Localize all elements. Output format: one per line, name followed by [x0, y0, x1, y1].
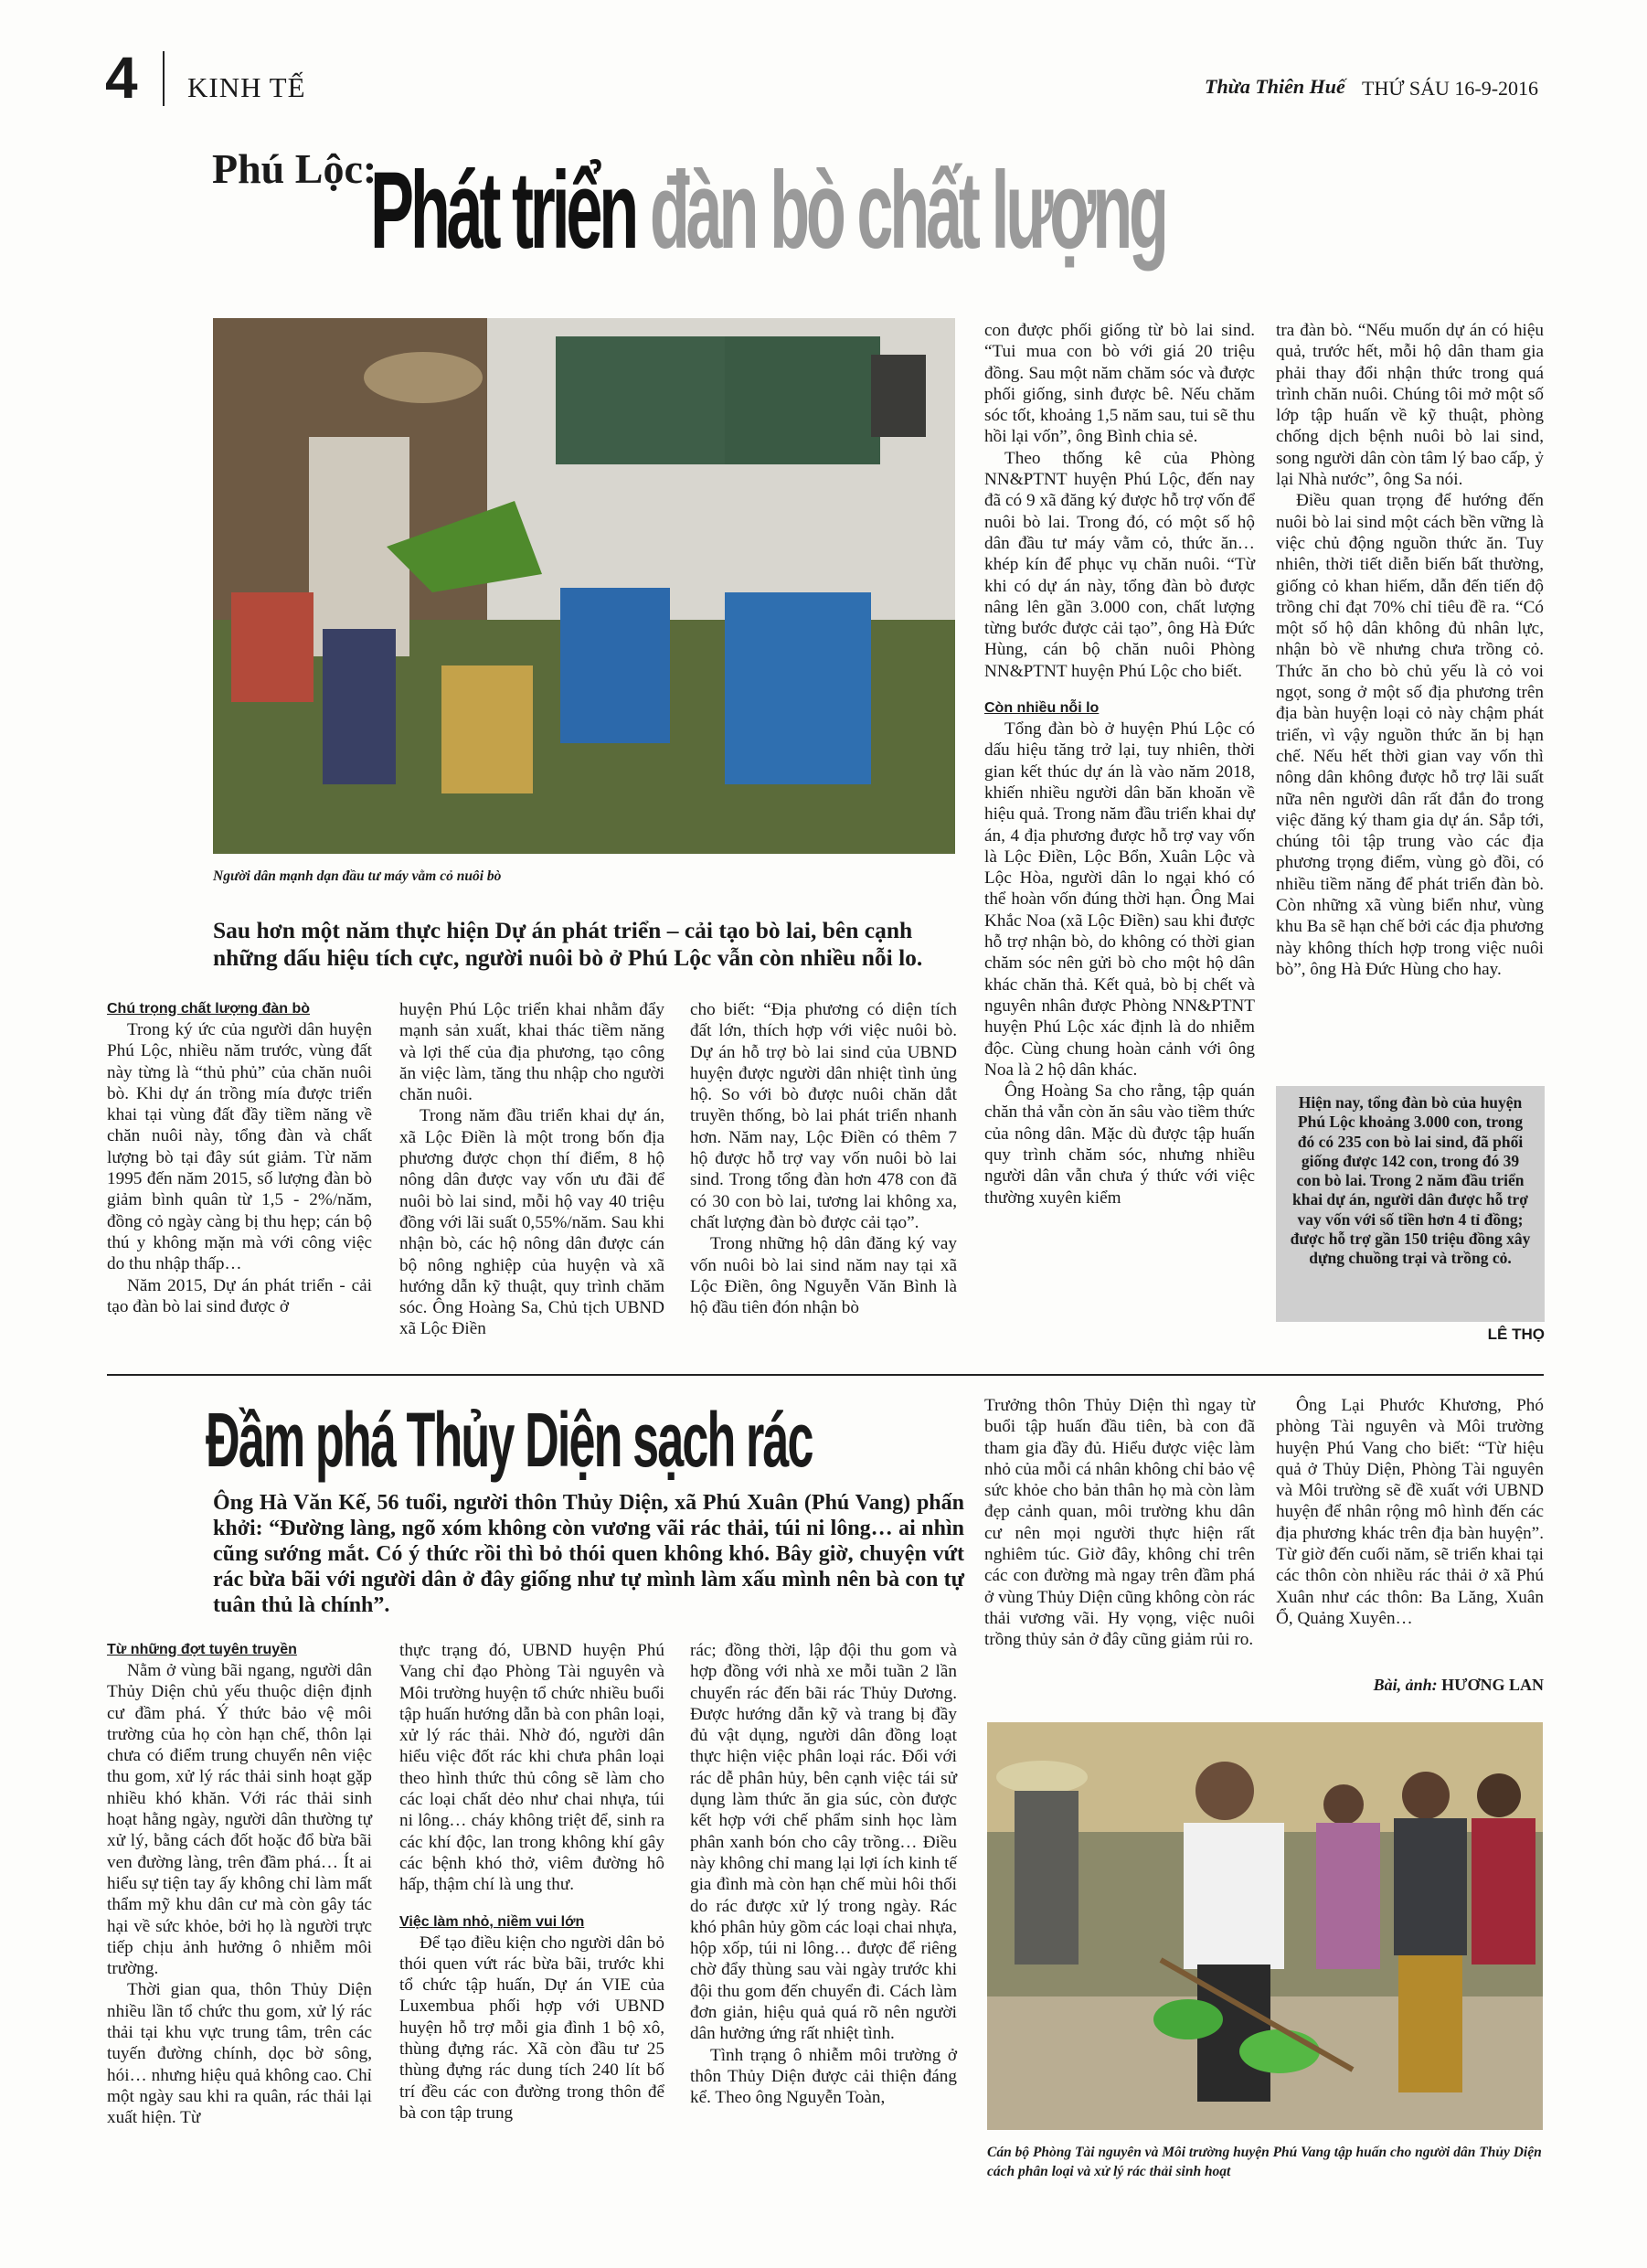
article-2-col-2 — [399, 1640, 664, 2124]
article-2-col-4 — [984, 1395, 1255, 1651]
byline-1: LÊ THỌ — [1487, 1326, 1545, 1343]
paragraph: tra đàn bò. “Nếu muốn dự án có hiệu quả, trước hết, mỗi hộ dân tham gia phải thay đổi nhận thức trong quá trình chăn nuôi. Chúng tôi mở một số lớp tập huấn về kỹ thuật, phòng chống dịch bệnh nuôi bò lai sind, song người dân còn tâm lý bao cấp, ỷ lại Nhà nước”, ông Sa nói. — [1276, 321, 1544, 490]
photo-2-caption: Cán bộ Phòng Tài nguyên và Môi trường huyện Phú Vang tập huấn cho người dân Thủy Diện cách phân loại và xử lý rác thải sinh hoạt — [987, 2145, 1542, 2179]
paragraph: Trưởng thôn Thủy Diện thì ngay từ buổi tập huấn đầu tiên, bà con đã tham gia đầy đủ. Hiểu được việc làm nhỏ của mỗi cá nhân không chỉ bảo vệ sức khỏe cho bản thân họ mà còn làm đẹp cảnh quan, môi trường khu dân cư nên mọi người thực hiện rất nghiêm túc. Giờ đây, không chỉ trên các con đường mà ngay trên đầm phá ở vùng Thủy Diện cũng không còn rác thải vương vãi. Hy vọng, việc nuôi trồng thủy sản ở đây cũng giảm rủi ro. — [984, 1396, 1255, 1650]
paragraph: Tổng đàn bò ở huyện Phú Lộc có dấu hiệu tăng trở lại, tuy nhiên, thời gian kết thúc dự án là vào năm 2018, khiến nhiều người dân băn khoăn về hiệu quả. Trong năm đầu triển khai dự án, 4 địa phương được hỗ trợ vay vốn là Lộc Điền, Lộc Bổn, Xuân Lộc và Lộc Hòa, người dân lo ngại khó có thể hoàn vốn đúng thời hạn. Ông Mai Khắc Noa (xã Lộc Điền) sau khi được hỗ trợ nhận bò, do không có thời gian chăm sóc nên gửi bò cho một hộ dân khác chăn thả. Kết quả, bò bị chết và nguyên nhân được Phòng NN&PTNT huyện Phú Lộc xác định là do nhiễm độc. Cùng chung hoàn cảnh với ông Noa là 2 hộ dân khác. — [984, 719, 1255, 1080]
article-1-lede: Sau hơn một năm thực hiện Dự án phát triển – cải tạo bò lai, bên cạnh những dấu hiệu tích cực, người nuôi bò ở Phú Lộc vẫn còn nhiều nỗi lo. — [213, 917, 923, 971]
article-2-col-5 — [1276, 1395, 1544, 1629]
paragraph: Trong ký ức của người dân huyện Phú Lộc, nhiều năm trước, vùng đất này từng là “thủ phủ” của chăn nuôi bò. Khi dự án trồng mía được triển khai tại vùng đất đầy tiềm năng về chăn nuôi này, tổng đàn và chất lượng bò tại đây sút giảm. Từ năm 1995 đến năm 2015, số lượng đàn bò giảm bình quân từ 1,5 - 2%/năm, đồng cỏ ngày càng bị thu hẹp; cán bộ thú y không mặn mà với công việc do thu nhập thấp… — [107, 1020, 372, 1274]
article-2-lede: Ông Hà Văn Kế, 56 tuổi, người thôn Thủy Diện, xã Phú Xuân (Phú Vang) phấn khởi: “Đường làng, ngõ xóm không còn vương vãi rác thải, túi ni lông… ai nhìn cũng sướng mắt. Có ý thức rồi thì bỏ thói quen không khó. Bây giờ, chuyện vứt rác bừa bãi với người dân ở đây giống như tự mình làm xấu mình nên bà con tự tuân thủ là chính”. — [213, 1491, 964, 1617]
article-1-col-2 — [399, 999, 664, 1340]
paragraph: cho biết: “Địa phương có diện tích đất lớn, thích hợp với việc nuôi bò. Dự án hỗ trợ bò lai sind của UBND huyện được người dân nhiệt tình ủng hộ. So với bò được nuôi chăn dắt truyền thống, bò lai phát triển nhanh hơn. Năm nay, Lộc Điền có thêm 7 hộ được hỗ trợ vay vốn nuôi bò lai sind. Trong tổng đàn hơn 478 con đã có 30 con bò lai, tương lai không xa, chất lượng đàn bò được cải tạo”. — [690, 1000, 957, 1232]
headline-2-text: Đầm phá Thủy Diện sạch rác — [206, 1397, 813, 1483]
subhead-worries: Còn nhiều nỗi lo — [984, 700, 1100, 717]
page-number: 4 — [105, 45, 138, 111]
subhead-propaganda: Từ những đợt tuyên truyền — [107, 1642, 297, 1657]
article-1-col-3 — [690, 999, 957, 1318]
photo-waste-training — [987, 1722, 1543, 2130]
photo-training-illustration — [987, 1722, 1543, 2130]
headline-1-gray: đàn bò chất lượng — [649, 149, 1165, 272]
paragraph: thực trạng đó, UBND huyện Phú Vang chỉ đạo Phòng Tài nguyên và Môi trường huyện tổ chức nhiều buổi tập huấn hướng dẫn bà con phân loại, xử lý rác thải. Nhờ đó, người dân hiểu việc đốt rác khi chưa phân loại theo hình thức thủ công sẽ làm cho các loại chất dẻo như chai nhựa, túi ni lông… cháy không triệt để, sinh ra các khí độc, lan trong không khí gây các bệnh khó thở, viêm đường hô hấp, thậm chí là ung thư. — [399, 1641, 664, 1895]
article-2-col-1 — [107, 1640, 372, 2129]
headline-2 — [206, 1390, 813, 1490]
paragraph: Ông Lại Phước Khương, Phó phòng Tài nguyên và Môi trường huyện Phú Vang cho biết: “Từ hiệu quả ở Thủy Diện, Phòng Tài nguyên và Môi trường sẽ đề xuất với UBND huyện để nhân rộng mô hình đến các địa phương khác trên địa bàn huyện”. Từ giờ đến cuối năm, sẽ triển khai tại các thôn còn nhiều rác thải ở xã Phú Xuân như các thôn: Ba Lăng, Xuân Ổ, Quảng Xuyên… — [1276, 1396, 1544, 1628]
paragraph: Ông Hoàng Sa cho rằng, tập quán chăn thả vẫn còn ăn sâu vào tiềm thức của nông dân. Mặc dù được tập huấn quy trình chăm sóc, nhưng nhiều người dân vẫn chưa ý thức với việc thường xuyên kiểm — [984, 1081, 1255, 1208]
paragraph: Trong những hộ dân đăng ký vay vốn nuôi bò lai sind năm nay tại xã Lộc Điền, ông Nguyễn Văn Bình là hộ đầu tiên đón nhận bò — [690, 1234, 957, 1318]
article-1-col-5 — [1276, 320, 1544, 980]
photo-1-caption: Người dân mạnh dạn đầu tư máy vằm cỏ nuôi bò — [213, 868, 502, 884]
paper-name: Thừa Thiên Huế — [1205, 75, 1345, 98]
headline-1 — [370, 137, 1165, 293]
paragraph: rác; đồng thời, lập đội thu gom và hợp đồng với nhà xe mỗi tuần 2 lần chuyển rác đến bãi rác Thủy Dương. Được hướng dẫn kỹ và trang bị đầy đủ vật dụng, người dân đồng loạt thực hiện việc phân loại rác. Đối với rác dễ phân hủy, bên cạnh việc tái sử dụng làm thức ăn gia súc, còn được kết hợp với chế phẩm sinh học làm phân xanh bón cho cây trồng… Điều này không chỉ mang lại lợi ích kinh tế gia đình mà còn hạn chế mùi hôi thối do rác được xử lý trong ngày. Rác khó phân hủy gồm các loại chai nhựa, hộp xốp, túi ni lông… được để riêng chờ đẩy thùng sau vài ngày trước khi đội thu gom đến chuyển đi. Cách làm đơn giản, hiệu quả quá rõ nên người dân hưởng ứng rất nhiệt tình. — [690, 1641, 957, 2044]
paragraph: Theo thống kê của Phòng NN&PTNT huyện Phú Lộc, đến nay đã có 9 xã đăng ký được hỗ trợ vốn để nuôi bò lai. Trong đó, có một số hộ dân đầu tư máy vằm cỏ, thức ăn… khép kín để phục vụ chăn nuôi. “Từ khi có dự án này, tổng đàn bò được nâng lên gần 3.000 con, chất lượng từng bước được cải tạo”, ông Hà Đức Hùng, cán bộ chăn nuôi Phòng NN&PTNT huyện Phú Lộc cho biết. — [984, 448, 1255, 681]
info-box — [1276, 1086, 1545, 1322]
section-name: KINH TẾ — [187, 71, 306, 103]
issue-date: THỨ SÁU 16-9-2016 — [1362, 77, 1539, 100]
paragraph: Nằm ở vùng bãi ngang, người dân Thủy Diện chủ yếu thuộc diện định cư đầm phá. Ý thức bảo vệ môi trường của họ còn hạn chế, thôn lại chưa có điểm trung chuyển nên việc thu gom, xử lý rác thải sinh hoạt gặp nhiều khó khăn. Với rác thải sinh hoạt hằng ngày, người dân thường tự xử lý, bằng cách đốt hoặc đổ bừa bãi ven đường làng, trên đầm phá… Ít ai hiểu sự tiện tay ấy không chỉ làm mất thẩm mỹ khu dân cư mà còn gây tác hại về sức khỏe, bởi họ là người trực tiếp chịu ảnh hưởng ô nhiễm môi trường. — [107, 1661, 372, 1979]
article-2-col-3 — [690, 1640, 957, 2109]
headline-1-dark: Phát triển — [370, 149, 636, 272]
article-1-col-4 — [984, 320, 1255, 1209]
photo-farmer-grass-cutter — [213, 318, 955, 854]
paragraph: Trong năm đầu triển khai dự án, xã Lộc Điền là một trong bốn địa phương được chọn thí điểm, 8 hộ nông dân được vay vốn ưu đãi để nuôi bò lai sind, mỗi hộ vay 40 triệu đồng với lãi suất 0,55%/năm. Sau khi nhận bò, các hộ nông dân được cán bộ nông nghiệp của huyện và xã hướng dẫn kỹ thuật, quy trình chăm sóc. Ông Hoàng Sa, Chủ tịch UBND xã Lộc Điền — [399, 1106, 664, 1339]
paragraph: Thời gian qua, thôn Thủy Diện nhiều lần tổ chức thu gom, xử lý rác thải tại khu vực trung tâm, trên các tuyến đường chính, dọc bờ sông, hói… nhưng hiệu quả không cao. Chỉ một ngày sau khi ra quân, rác thải lại xuất hiện. Từ — [107, 1980, 372, 2128]
article-1-col-1 — [107, 999, 372, 1317]
subhead-small-work: Việc làm nhỏ, niềm vui lớn — [399, 1913, 585, 1930]
subhead-quality: Chú trọng chất lượng đàn bò — [107, 1001, 311, 1017]
paragraph: Tình trạng ô nhiễm môi trường ở thôn Thủy Diện được cải thiện đáng kể. Theo ông Nguyễn Toàn, — [690, 2045, 957, 2108]
info-box-text: Hiện nay, tổng đàn bò của huyện Phú Lộc khoảng 3.000 con, trong đó có 235 con bò lai sind, đã phối giống được 142 con, trong đó 39 con bò lai. Trong 2 năm đầu triển khai dự án, người dân được hỗ trợ vay vốn với số tiền hơn 4 tỉ đồng; được hỗ trợ gần 150 triệu đồng xây dựng chuồng trại và trồng cỏ. — [1290, 1093, 1531, 1268]
paragraph: con được phối giống từ bò lai sind. “Tui mua con bò với giá 20 triệu đồng. Sau một năm chăm sóc và được phối giống, sinh được bê. Nếu chăm sóc tốt, khoảng 1,5 năm sau, tui sẽ thu hồi lại vốn”, ông Bình chia sẻ. — [984, 321, 1255, 447]
photo-farmer-illustration — [213, 318, 955, 854]
paragraph: huyện Phú Lộc triển khai nhằm đẩy mạnh sản xuất, khai thác tiềm năng và lợi thế của địa phương, tạo công ăn việc làm, tăng thu nhập cho người chăn nuôi. — [399, 1000, 664, 1105]
paragraph: Năm 2015, Dự án phát triển - cải tạo đàn bò lai sind được ở — [107, 1275, 372, 1316]
section-divider — [107, 1374, 1544, 1376]
paragraph: Để tạo điều kiện cho người dân bỏ thói quen vứt rác bừa bãi, trước khi tổ chức tập huấn, Dự án VIE của Luxembua phối hợp với UBND huyện hỗ trợ mỗi gia đình 1 bộ xô, thùng đựng rác. Xã còn đầu tư 25 thùng đựng rác dung tích 240 lít bố trí đều các con đường trong thôn để bà con tập trung — [399, 1933, 664, 2123]
byline-2 — [1276, 1675, 1544, 1695]
kicker: Phú Lộc: — [212, 145, 377, 192]
paragraph: Điều quan trọng để hướng đến nuôi bò lai sind một cách bền vững là việc chủ động nguồn thức ăn. Tuy nhiên, thời tiết diễn biến bất thường, giống cỏ khan hiếm, dẫn đến tiến độ trồng chỉ đạt 70% chỉ tiêu đề ra. “Có một số hộ dân không đủ nhân lực, nhận bò về nhưng chưa trồng cỏ. Thức ăn cho bò chủ yếu là cỏ voi ngọt, song ở một số địa phương trên địa bàn huyện loại cỏ này chậm phát triển, vì vậy nguồn thức ăn bị hạn chế. Nếu hết thời gian vay vốn thì nông dân không được hỗ trợ lãi suất nữa nên người dân rất đắn đo trong việc đăng ký tham gia dự án. Sắp tới, chúng tôi tập trung vào các địa phương trọng điểm, vùng gò đồi, có nhiều tiềm năng để phát triển đàn bò. Còn những xã vùng biển như, vùng khu Ba sẽ hạn chế bởi các địa phương này không thích hợp trong việc nuôi bò”, ông Hà Đức Hùng cho hay. — [1276, 491, 1544, 979]
byline-2-label: Bài, ảnh: — [1373, 1676, 1438, 1694]
header-divider-vertical — [163, 51, 165, 106]
byline-2-name: HƯƠNG LAN — [1441, 1676, 1544, 1694]
